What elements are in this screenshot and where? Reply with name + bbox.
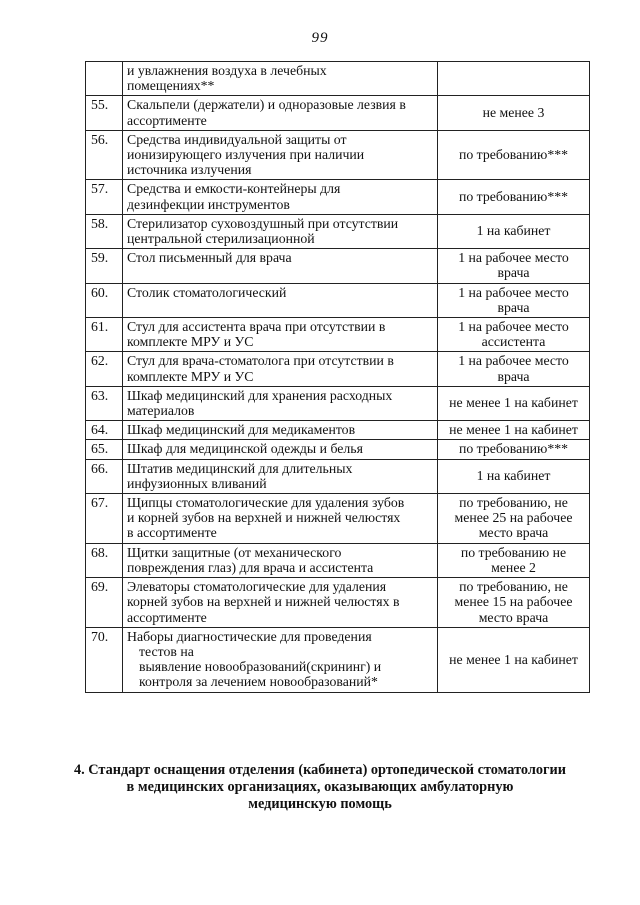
equipment-name xyxy=(123,440,438,459)
required-quantity-line: не менее 3 xyxy=(482,105,545,120)
equipment-name-line: Шкаф медицинский для медикаментов xyxy=(127,422,356,438)
required-quantity-line: не менее 1 на кабинет xyxy=(449,651,578,667)
row-number: 67. xyxy=(86,494,123,544)
equipment-name-line: Средства индивидуальной защиты от xyxy=(127,131,347,147)
row-number: 56. xyxy=(86,130,123,180)
equipment-name-line: тестов на xyxy=(139,643,194,659)
equipment-name xyxy=(123,578,438,628)
required-quantity-line: по требованию*** xyxy=(458,147,569,163)
required-quantity-line: не менее 1 на кабинет xyxy=(449,422,578,438)
required-quantity-line: не менее 1 на кабинет xyxy=(449,395,578,411)
required-quantity-line: 1 на рабочее место xyxy=(458,284,569,300)
table-row xyxy=(86,130,590,180)
equipment-name-line: Щипцы стоматологические для удаления зубов xyxy=(127,495,405,511)
row-number: 61. xyxy=(86,318,123,352)
required-quantity-line: врача xyxy=(497,299,530,315)
table-row xyxy=(86,459,590,493)
equipment-table xyxy=(85,61,590,693)
row-number: 57. xyxy=(86,180,123,214)
table-row xyxy=(86,578,590,628)
equipment-name-line: ассортименте xyxy=(127,112,207,128)
table-row xyxy=(86,386,590,420)
required-quantity xyxy=(438,627,590,692)
row-number: 65. xyxy=(86,440,123,459)
equipment-name-line: и корней зубов на верхней и нижней челюстях xyxy=(127,510,401,526)
required-quantity-line: по требованию*** xyxy=(458,189,569,205)
page-number: 99 xyxy=(311,30,329,46)
table-row xyxy=(86,214,590,248)
required-quantity xyxy=(438,440,590,459)
row-number: 68. xyxy=(86,543,123,577)
required-quantity-line: 1 на рабочее место xyxy=(458,319,569,335)
equipment-name-line: материалов xyxy=(127,403,195,419)
table-row xyxy=(86,543,590,577)
required-quantity xyxy=(438,578,590,628)
section-heading-line: 4. Стандарт оснащения отделения (кабинета) ортопедической стоматологии xyxy=(73,762,567,778)
equipment-name xyxy=(123,214,438,248)
equipment-name xyxy=(123,352,438,386)
required-quantity-line: место врача xyxy=(478,525,549,541)
required-quantity-line: по требованию*** xyxy=(458,441,569,457)
section-heading xyxy=(0,762,640,813)
required-quantity-line: врача xyxy=(497,368,530,384)
equipment-name-line: Щитки защитные (от механического xyxy=(127,544,342,560)
equipment-name-line: центральной стерилизационной xyxy=(127,231,315,247)
equipment-name xyxy=(123,386,438,420)
required-quantity-line: менее 2 xyxy=(491,559,536,575)
table-row xyxy=(86,318,590,352)
required-quantity-line: 1 на кабинет xyxy=(476,468,551,484)
equipment-name xyxy=(123,543,438,577)
required-quantity xyxy=(438,352,590,386)
table-row xyxy=(86,62,590,96)
equipment-name-line: Скальпели (держатели) и одноразовые лезвия в xyxy=(127,97,406,113)
required-quantity-line: врача xyxy=(497,265,530,281)
equipment-name-line: источника излучения xyxy=(127,162,252,178)
table-row xyxy=(86,96,590,130)
equipment-name-line: комплекте МРУ и УС xyxy=(127,368,254,384)
equipment-name-line: комплекте МРУ и УС xyxy=(127,334,254,350)
equipment-name-line: Стол письменный для врача xyxy=(127,250,292,266)
equipment-name-line: повреждения глаз) для врача и ассистента xyxy=(127,559,374,575)
equipment-name-line: ионизирующего излучения при наличии xyxy=(127,147,365,163)
equipment-name xyxy=(123,130,438,180)
equipment-name-line: Шкаф для медицинской одежды и белья xyxy=(127,441,363,457)
required-quantity-line: ассистента xyxy=(481,334,546,350)
required-quantity-line: менее 15 на рабочее xyxy=(454,594,573,610)
row-number: 70. xyxy=(86,627,123,692)
row-number: 69. xyxy=(86,578,123,628)
section-heading-line: медицинскую помощь xyxy=(248,796,392,812)
equipment-name-line: корней зубов на верхней и нижней челюстях в xyxy=(127,594,400,610)
equipment-name-line: контроля за лечением новообразований* xyxy=(139,674,378,690)
equipment-name xyxy=(123,318,438,352)
required-quantity xyxy=(438,386,590,420)
equipment-name-line: выявление новообразований(скрининг) и xyxy=(139,659,382,675)
equipment-name-line: Средства и емкости-контейнеры для xyxy=(127,181,341,197)
row-number: 66. xyxy=(86,459,123,493)
equipment-name xyxy=(123,494,438,544)
required-quantity-line: по требованию, не xyxy=(459,579,568,595)
table-row xyxy=(86,494,590,544)
table-row xyxy=(86,283,590,317)
required-quantity-line: 1 на кабинет xyxy=(476,223,551,239)
required-quantity xyxy=(438,180,590,214)
row-number: 62. xyxy=(86,352,123,386)
equipment-name-line: помещениях** xyxy=(127,78,215,94)
required-quantity xyxy=(438,459,590,493)
equipment-name-line: Стул для ассистента врача при отсутствии в xyxy=(127,319,386,335)
equipment-name xyxy=(123,459,438,493)
table-row xyxy=(86,627,590,692)
equipment-name xyxy=(123,62,438,96)
row-number: 60. xyxy=(86,283,123,317)
required-quantity xyxy=(438,62,590,96)
table-row xyxy=(86,440,590,459)
required-quantity-line: по требованию не xyxy=(460,544,567,560)
required-quantity xyxy=(438,494,590,544)
equipment-name xyxy=(123,180,438,214)
row-number xyxy=(86,62,123,96)
equipment-name-line: ассортименте xyxy=(127,609,207,625)
equipment-name xyxy=(123,283,438,317)
equipment-name xyxy=(123,96,438,130)
equipment-name-line: инфузионных вливаний xyxy=(127,475,267,491)
equipment-name-line: в ассортименте xyxy=(127,525,217,541)
equipment-name-line: дезинфекции инструментов xyxy=(127,196,290,212)
equipment-name-line: Наборы диагностические для проведения xyxy=(127,628,372,644)
equipment-name-line: и увлажнения воздуха в лечебных xyxy=(127,63,327,78)
required-quantity xyxy=(438,421,590,440)
row-number: 58. xyxy=(86,214,123,248)
row-number: 63. xyxy=(86,386,123,420)
equipment-name-line: Стул для врача-стоматолога при отсутствии в xyxy=(127,353,394,369)
required-quantity-line: место врача xyxy=(478,609,549,625)
equipment-name-line: Шкаф медицинский для хранения расходных xyxy=(127,387,393,403)
required-quantity xyxy=(438,96,590,130)
row-number: 64. xyxy=(86,421,123,440)
equipment-name-line: Штатив медицинский для длительных xyxy=(127,460,353,476)
equipment-name xyxy=(123,249,438,283)
table-row xyxy=(86,180,590,214)
equipment-name-line: Элеваторы стоматологические для удаления xyxy=(127,579,387,595)
equipment-name-line: Стерилизатор суховоздушный при отсутствии xyxy=(127,215,399,231)
required-quantity xyxy=(438,130,590,180)
required-quantity-line: 1 на рабочее место xyxy=(458,353,569,369)
row-number: 55. xyxy=(86,96,123,130)
required-quantity xyxy=(438,283,590,317)
table-row xyxy=(86,421,590,440)
section-heading-line: в медицинских организациях, оказывающих амбулаторную xyxy=(126,779,514,795)
required-quantity xyxy=(438,543,590,577)
equipment-name-line: Столик стоматологический xyxy=(127,284,287,300)
table-row xyxy=(86,249,590,283)
row-number: 59. xyxy=(86,249,123,283)
required-quantity-line: по требованию, не xyxy=(459,495,568,511)
required-quantity xyxy=(438,214,590,248)
required-quantity-line: менее 25 на рабочее xyxy=(454,510,573,526)
equipment-name xyxy=(123,627,438,692)
required-quantity xyxy=(438,318,590,352)
equipment-name xyxy=(123,421,438,440)
required-quantity-line: 1 на рабочее место xyxy=(458,250,569,266)
table-row xyxy=(86,352,590,386)
required-quantity xyxy=(438,249,590,283)
